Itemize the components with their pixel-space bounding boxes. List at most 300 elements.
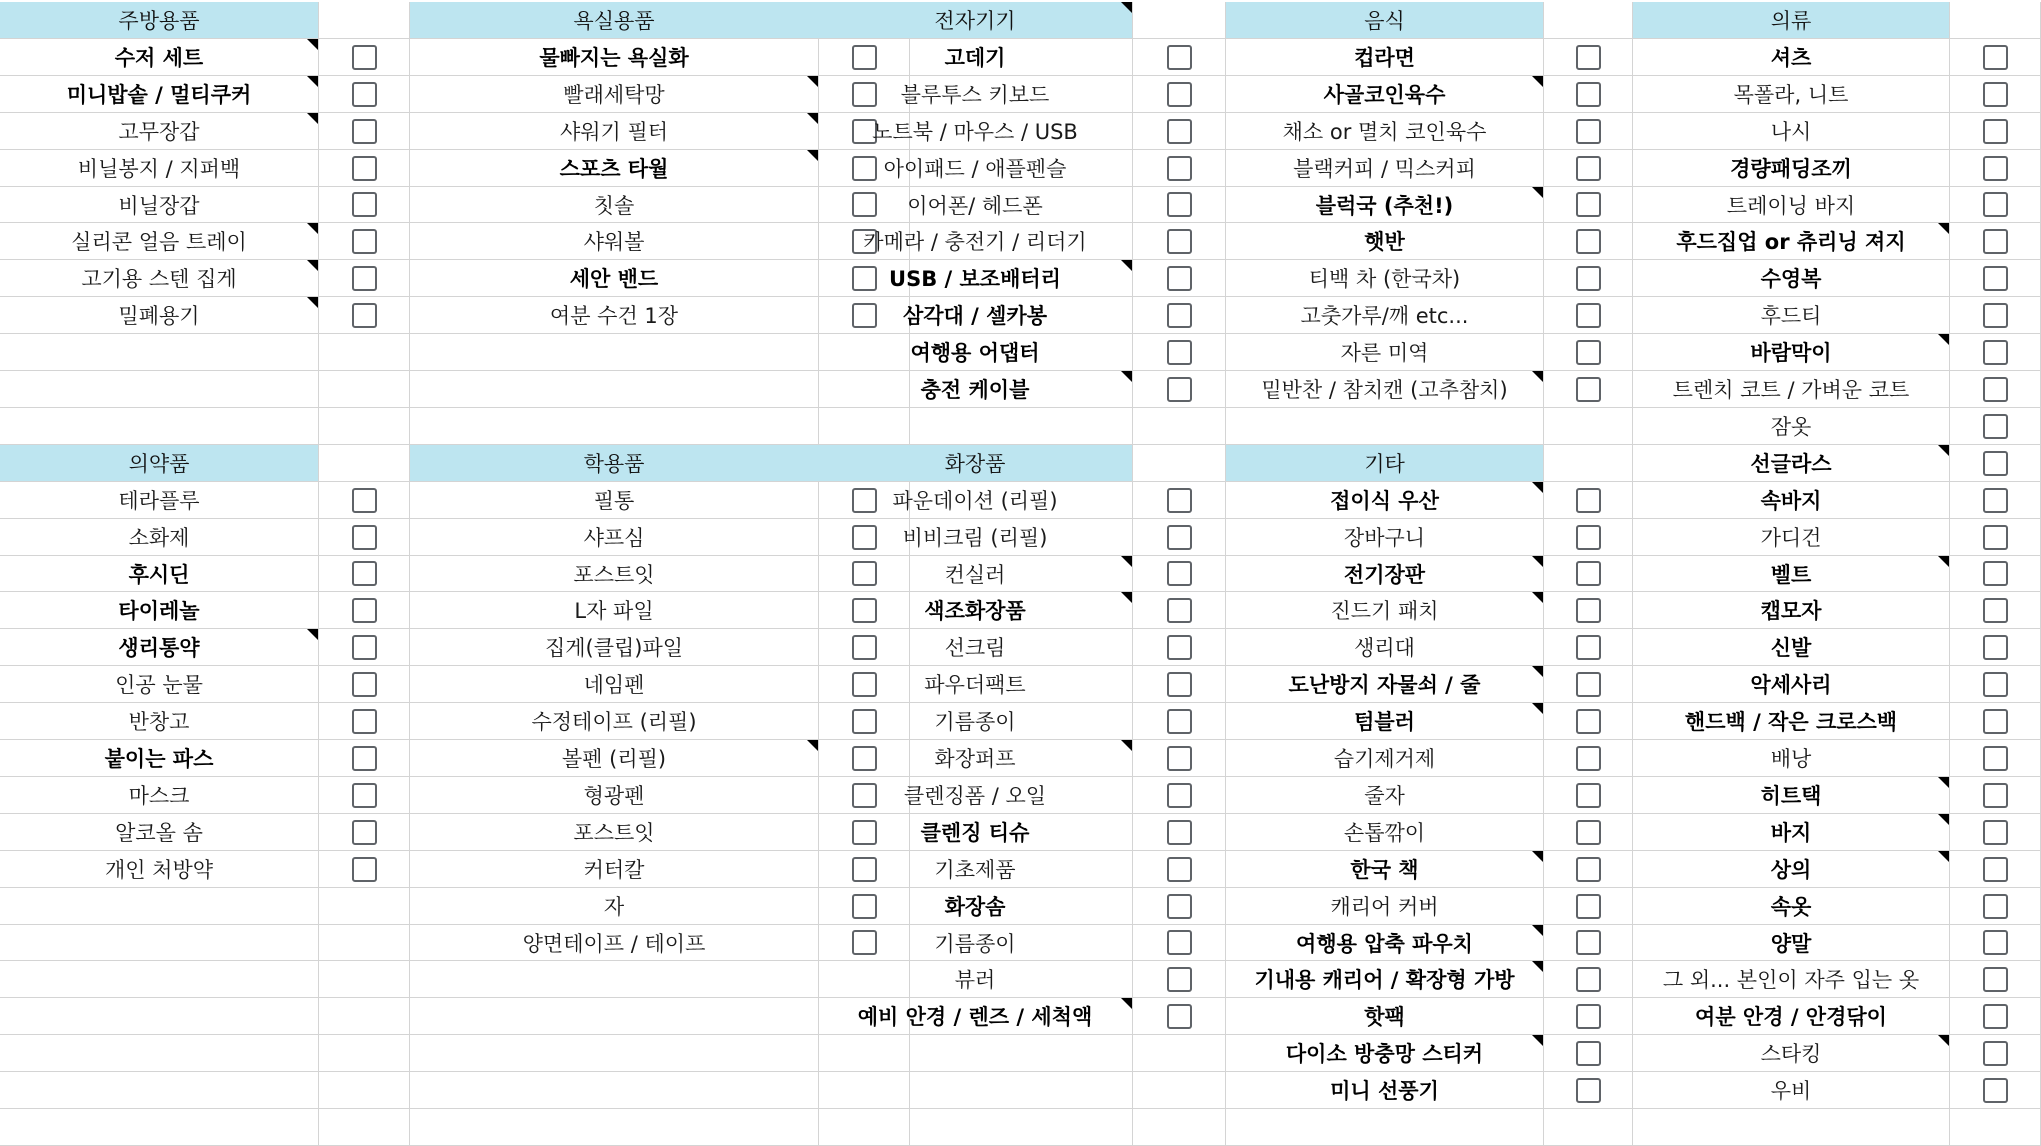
item-cell[interactable] — [1633, 703, 1950, 740]
item-cell[interactable] — [410, 297, 819, 334]
checkbox-cell[interactable] — [1950, 556, 2041, 592]
checkbox-cell[interactable] — [319, 260, 410, 297]
checkbox-cell[interactable] — [1544, 223, 1633, 260]
checkbox-cell[interactable] — [319, 187, 410, 223]
item-cell[interactable] — [0, 223, 319, 260]
empty-cell[interactable] — [818, 1109, 1133, 1146]
checkbox-cell[interactable] — [1544, 556, 1633, 592]
checkbox-cell[interactable] — [319, 150, 410, 187]
item-cell[interactable] — [818, 39, 1133, 76]
checkbox-cell[interactable] — [1133, 961, 1226, 998]
item-cell[interactable] — [818, 187, 1133, 223]
item-cell[interactable] — [1633, 482, 1950, 519]
checkbox-cell[interactable] — [1544, 961, 1633, 998]
checkbox[interactable] — [1167, 635, 1192, 660]
empty-cell[interactable] — [410, 961, 819, 998]
checkbox-cell[interactable] — [1950, 113, 2041, 150]
item-cell[interactable] — [1226, 629, 1544, 666]
empty-cell[interactable] — [410, 1072, 819, 1109]
checkbox[interactable] — [1576, 746, 1601, 771]
checkbox[interactable] — [1983, 229, 2008, 254]
empty-cell[interactable] — [0, 408, 319, 445]
item-cell[interactable] — [410, 777, 819, 814]
checkbox-cell[interactable] — [1950, 666, 2041, 703]
checkbox-cell[interactable] — [1133, 703, 1226, 740]
checkbox[interactable] — [1576, 156, 1601, 181]
checkbox[interactable] — [352, 192, 377, 217]
checkbox-cell[interactable] — [1544, 851, 1633, 888]
item-cell[interactable] — [818, 371, 1133, 408]
checkbox-cell[interactable] — [1133, 150, 1226, 187]
item-cell[interactable] — [1633, 1072, 1950, 1109]
checkbox[interactable] — [1983, 894, 2008, 919]
item-cell[interactable] — [1633, 260, 1950, 297]
item-cell[interactable] — [818, 961, 1133, 998]
item-cell[interactable] — [410, 666, 819, 703]
checkbox[interactable] — [352, 229, 377, 254]
checkbox[interactable] — [1167, 930, 1192, 955]
item-cell[interactable] — [818, 482, 1133, 519]
item-cell[interactable] — [818, 740, 1133, 777]
checkbox[interactable] — [1983, 525, 2008, 550]
item-cell[interactable] — [410, 260, 819, 297]
item-cell[interactable] — [1226, 334, 1544, 371]
empty-cell[interactable] — [319, 334, 410, 371]
item-cell[interactable] — [818, 925, 1133, 961]
checkbox-cell[interactable] — [1544, 1035, 1633, 1072]
checkbox[interactable] — [1167, 672, 1192, 697]
checkbox[interactable] — [1576, 266, 1601, 291]
checkbox-cell[interactable] — [1133, 925, 1226, 961]
checkbox-cell[interactable] — [1133, 297, 1226, 334]
item-cell[interactable] — [1226, 223, 1544, 260]
checkbox[interactable] — [1983, 414, 2008, 439]
item-cell[interactable] — [818, 998, 1133, 1035]
empty-cell[interactable] — [1633, 1109, 1950, 1146]
empty-cell[interactable] — [1544, 1109, 1633, 1146]
checkbox-cell[interactable] — [1544, 371, 1633, 408]
item-cell[interactable] — [1226, 851, 1544, 888]
checkbox-cell[interactable] — [1133, 592, 1226, 629]
item-cell[interactable] — [410, 888, 819, 925]
checkbox-cell[interactable] — [1950, 888, 2041, 925]
checkbox-cell[interactable] — [319, 777, 410, 814]
checkbox-cell[interactable] — [1544, 76, 1633, 113]
item-cell[interactable] — [410, 851, 819, 888]
item-cell[interactable] — [1633, 223, 1950, 260]
item-cell[interactable] — [0, 851, 319, 888]
checkbox[interactable] — [352, 266, 377, 291]
checkbox[interactable] — [1167, 82, 1192, 107]
checkbox[interactable] — [1983, 156, 2008, 181]
checkbox-cell[interactable] — [1950, 629, 2041, 666]
item-cell[interactable] — [1226, 703, 1544, 740]
empty-cell[interactable] — [0, 1072, 319, 1109]
empty-cell[interactable] — [818, 1035, 1133, 1072]
checkbox[interactable] — [1983, 709, 2008, 734]
empty-cell[interactable] — [319, 961, 410, 998]
checkbox[interactable] — [1576, 192, 1601, 217]
item-cell[interactable] — [410, 187, 819, 223]
checkbox[interactable] — [1983, 820, 2008, 845]
checkbox[interactable] — [1167, 746, 1192, 771]
item-cell[interactable] — [1226, 998, 1544, 1035]
empty-cell[interactable] — [0, 334, 319, 371]
item-cell[interactable] — [818, 297, 1133, 334]
empty-cell[interactable] — [410, 334, 819, 371]
checkbox[interactable] — [1983, 598, 2008, 623]
checkbox[interactable] — [1576, 82, 1601, 107]
item-cell[interactable] — [410, 519, 819, 556]
checkbox[interactable] — [1983, 451, 2008, 476]
checkbox-cell[interactable] — [1133, 851, 1226, 888]
checkbox-cell[interactable] — [1950, 1072, 2041, 1109]
item-cell[interactable] — [1633, 334, 1950, 371]
checkbox[interactable] — [1576, 894, 1601, 919]
empty-cell[interactable] — [410, 1109, 819, 1146]
checkbox-cell[interactable] — [1950, 482, 2041, 519]
item-cell[interactable] — [0, 777, 319, 814]
item-cell[interactable] — [1633, 556, 1950, 592]
checkbox[interactable] — [1576, 377, 1601, 402]
checkbox-cell[interactable] — [1133, 371, 1226, 408]
item-cell[interactable] — [0, 629, 319, 666]
item-cell[interactable] — [410, 76, 819, 113]
item-cell[interactable] — [1633, 150, 1950, 187]
checkbox[interactable] — [1167, 377, 1192, 402]
checkbox-cell[interactable] — [1544, 740, 1633, 777]
checkbox-cell[interactable] — [1544, 482, 1633, 519]
checkbox-cell[interactable] — [1950, 260, 2041, 297]
checkbox[interactable] — [1167, 561, 1192, 586]
checkbox[interactable] — [1983, 635, 2008, 660]
item-cell[interactable] — [0, 666, 319, 703]
checkbox-cell[interactable] — [1133, 39, 1226, 76]
item-cell[interactable] — [1633, 1035, 1950, 1072]
checkbox-cell[interactable] — [1544, 777, 1633, 814]
empty-cell[interactable] — [818, 408, 1133, 445]
item-cell[interactable] — [1226, 814, 1544, 851]
checkbox-cell[interactable] — [1544, 334, 1633, 371]
checkbox[interactable] — [1983, 1004, 2008, 1029]
checkbox-cell[interactable] — [1133, 777, 1226, 814]
empty-cell[interactable] — [1226, 1109, 1544, 1146]
checkbox[interactable] — [1576, 1041, 1601, 1066]
checkbox-cell[interactable] — [1950, 740, 2041, 777]
checkbox-cell[interactable] — [1950, 925, 2041, 961]
checkbox[interactable] — [1576, 303, 1601, 328]
checkbox-cell[interactable] — [1544, 703, 1633, 740]
checkbox-cell[interactable] — [1133, 519, 1226, 556]
checkbox[interactable] — [1576, 119, 1601, 144]
checkbox-cell[interactable] — [1133, 187, 1226, 223]
empty-cell[interactable] — [0, 925, 319, 961]
item-cell[interactable] — [1633, 297, 1950, 334]
item-cell[interactable] — [1633, 39, 1950, 76]
empty-cell[interactable] — [1226, 408, 1544, 445]
checkbox[interactable] — [352, 525, 377, 550]
checkbox[interactable] — [1576, 930, 1601, 955]
checkbox-cell[interactable] — [319, 76, 410, 113]
checkbox-cell[interactable] — [1950, 961, 2041, 998]
item-cell[interactable] — [0, 260, 319, 297]
checkbox[interactable] — [1983, 930, 2008, 955]
item-cell[interactable] — [1633, 187, 1950, 223]
checkbox[interactable] — [352, 746, 377, 771]
checkbox-cell[interactable] — [1133, 888, 1226, 925]
checkbox-cell[interactable] — [1544, 187, 1633, 223]
checkbox[interactable] — [1167, 894, 1192, 919]
checkbox[interactable] — [1167, 709, 1192, 734]
item-cell[interactable] — [1633, 998, 1950, 1035]
empty-cell[interactable] — [0, 998, 319, 1035]
checkbox[interactable] — [1983, 561, 2008, 586]
checkbox-cell[interactable] — [319, 556, 410, 592]
empty-cell[interactable] — [319, 888, 410, 925]
checkbox-cell[interactable] — [1950, 150, 2041, 187]
checkbox[interactable] — [352, 561, 377, 586]
checkbox-cell[interactable] — [319, 666, 410, 703]
item-cell[interactable] — [1226, 260, 1544, 297]
checkbox-cell[interactable] — [1133, 740, 1226, 777]
empty-cell[interactable] — [0, 1109, 319, 1146]
checkbox[interactable] — [1167, 1004, 1192, 1029]
empty-cell[interactable] — [1133, 1109, 1226, 1146]
checkbox-cell[interactable] — [1133, 223, 1226, 260]
checkbox[interactable] — [1576, 561, 1601, 586]
checkbox[interactable] — [1983, 967, 2008, 992]
item-cell[interactable] — [1226, 297, 1544, 334]
item-cell[interactable] — [0, 519, 319, 556]
item-cell[interactable] — [0, 482, 319, 519]
item-cell[interactable] — [0, 150, 319, 187]
checkbox[interactable] — [1167, 783, 1192, 808]
item-cell[interactable] — [1633, 408, 1950, 445]
checkbox-cell[interactable] — [1950, 814, 2041, 851]
item-cell[interactable] — [1633, 888, 1950, 925]
checkbox[interactable] — [1576, 1004, 1601, 1029]
item-cell[interactable] — [0, 740, 319, 777]
item-cell[interactable] — [0, 556, 319, 592]
checkbox[interactable] — [1983, 377, 2008, 402]
item-cell[interactable] — [1633, 445, 1950, 482]
item-cell[interactable] — [818, 334, 1133, 371]
checkbox-cell[interactable] — [319, 851, 410, 888]
checkbox[interactable] — [352, 598, 377, 623]
item-cell[interactable] — [1633, 666, 1950, 703]
item-cell[interactable] — [1226, 1072, 1544, 1109]
item-cell[interactable] — [818, 851, 1133, 888]
checkbox-cell[interactable] — [1544, 297, 1633, 334]
item-cell[interactable] — [818, 666, 1133, 703]
empty-cell[interactable] — [319, 371, 410, 408]
checkbox-cell[interactable] — [1950, 703, 2041, 740]
checkbox[interactable] — [1983, 488, 2008, 513]
empty-cell[interactable] — [0, 371, 319, 408]
checkbox[interactable] — [1167, 156, 1192, 181]
checkbox[interactable] — [1167, 192, 1192, 217]
empty-cell[interactable] — [1133, 1072, 1226, 1109]
item-cell[interactable] — [410, 556, 819, 592]
empty-cell[interactable] — [410, 1035, 819, 1072]
checkbox-cell[interactable] — [1544, 519, 1633, 556]
empty-cell[interactable] — [818, 1072, 1133, 1109]
checkbox[interactable] — [1167, 857, 1192, 882]
checkbox[interactable] — [1576, 820, 1601, 845]
checkbox[interactable] — [352, 635, 377, 660]
checkbox[interactable] — [1983, 340, 2008, 365]
checkbox[interactable] — [1167, 488, 1192, 513]
checkbox[interactable] — [1576, 672, 1601, 697]
checkbox-cell[interactable] — [1950, 408, 2041, 445]
item-cell[interactable] — [1633, 777, 1950, 814]
checkbox-cell[interactable] — [1950, 39, 2041, 76]
checkbox-cell[interactable] — [319, 223, 410, 260]
item-cell[interactable] — [1633, 814, 1950, 851]
checkbox[interactable] — [352, 82, 377, 107]
item-cell[interactable] — [1633, 851, 1950, 888]
item-cell[interactable] — [410, 482, 819, 519]
checkbox-cell[interactable] — [1133, 556, 1226, 592]
item-cell[interactable] — [1226, 740, 1544, 777]
checkbox[interactable] — [352, 820, 377, 845]
checkbox[interactable] — [1167, 525, 1192, 550]
checkbox-cell[interactable] — [1133, 629, 1226, 666]
item-cell[interactable] — [410, 740, 819, 777]
checkbox[interactable] — [1167, 266, 1192, 291]
checkbox-cell[interactable] — [1544, 260, 1633, 297]
item-cell[interactable] — [1633, 371, 1950, 408]
item-cell[interactable] — [1633, 519, 1950, 556]
checkbox-cell[interactable] — [1950, 998, 2041, 1035]
checkbox-cell[interactable] — [319, 703, 410, 740]
checkbox-cell[interactable] — [319, 39, 410, 76]
checkbox[interactable] — [352, 857, 377, 882]
checkbox-cell[interactable] — [1950, 76, 2041, 113]
item-cell[interactable] — [1633, 113, 1950, 150]
item-cell[interactable] — [1633, 629, 1950, 666]
checkbox-cell[interactable] — [1950, 1035, 2041, 1072]
checkbox[interactable] — [1167, 967, 1192, 992]
checkbox-cell[interactable] — [319, 814, 410, 851]
item-cell[interactable] — [818, 519, 1133, 556]
checkbox-cell[interactable] — [319, 592, 410, 629]
empty-cell[interactable] — [1544, 408, 1633, 445]
checkbox-cell[interactable] — [1950, 777, 2041, 814]
item-cell[interactable] — [818, 592, 1133, 629]
item-cell[interactable] — [818, 629, 1133, 666]
checkbox[interactable] — [1576, 1078, 1601, 1103]
checkbox-cell[interactable] — [319, 297, 410, 334]
checkbox-cell[interactable] — [1544, 150, 1633, 187]
checkbox[interactable] — [352, 156, 377, 181]
checkbox[interactable] — [1167, 229, 1192, 254]
checkbox[interactable] — [1983, 266, 2008, 291]
checkbox[interactable] — [352, 672, 377, 697]
empty-cell[interactable] — [319, 1109, 410, 1146]
checkbox[interactable] — [1167, 119, 1192, 144]
checkbox[interactable] — [352, 45, 377, 70]
checkbox[interactable] — [1167, 340, 1192, 365]
checkbox[interactable] — [1983, 746, 2008, 771]
item-cell[interactable] — [1226, 592, 1544, 629]
checkbox-cell[interactable] — [1133, 260, 1226, 297]
item-cell[interactable] — [410, 592, 819, 629]
checkbox-cell[interactable] — [1544, 113, 1633, 150]
checkbox[interactable] — [1983, 45, 2008, 70]
checkbox-cell[interactable] — [1544, 814, 1633, 851]
item-cell[interactable] — [818, 223, 1133, 260]
item-cell[interactable] — [818, 150, 1133, 187]
checkbox-cell[interactable] — [1950, 297, 2041, 334]
item-cell[interactable] — [1226, 39, 1544, 76]
checkbox-cell[interactable] — [1950, 1109, 2041, 1146]
item-cell[interactable] — [1226, 556, 1544, 592]
item-cell[interactable] — [410, 150, 819, 187]
empty-cell[interactable] — [319, 1035, 410, 1072]
item-cell[interactable] — [1226, 666, 1544, 703]
item-cell[interactable] — [818, 703, 1133, 740]
item-cell[interactable] — [0, 76, 319, 113]
checkbox-cell[interactable] — [1133, 814, 1226, 851]
empty-cell[interactable] — [0, 961, 319, 998]
checkbox-cell[interactable] — [1950, 334, 2041, 371]
checkbox-cell[interactable] — [319, 113, 410, 150]
checkbox[interactable] — [1576, 340, 1601, 365]
checkbox[interactable] — [1576, 229, 1601, 254]
checkbox-cell[interactable] — [1544, 925, 1633, 961]
checkbox[interactable] — [1167, 820, 1192, 845]
item-cell[interactable] — [1226, 1035, 1544, 1072]
checkbox[interactable] — [1576, 857, 1601, 882]
checkbox[interactable] — [1983, 1078, 2008, 1103]
item-cell[interactable] — [1226, 76, 1544, 113]
checkbox[interactable] — [1983, 857, 2008, 882]
empty-cell[interactable] — [410, 371, 819, 408]
empty-cell[interactable] — [0, 888, 319, 925]
item-cell[interactable] — [1633, 592, 1950, 629]
checkbox[interactable] — [1576, 45, 1601, 70]
checkbox[interactable] — [1983, 1041, 2008, 1066]
item-cell[interactable] — [0, 703, 319, 740]
item-cell[interactable] — [1226, 150, 1544, 187]
checkbox-cell[interactable] — [1950, 519, 2041, 556]
checkbox-cell[interactable] — [1950, 187, 2041, 223]
checkbox-cell[interactable] — [1133, 482, 1226, 519]
item-cell[interactable] — [1226, 777, 1544, 814]
checkbox-cell[interactable] — [1544, 888, 1633, 925]
item-cell[interactable] — [410, 39, 819, 76]
checkbox[interactable] — [1983, 783, 2008, 808]
item-cell[interactable] — [410, 113, 819, 150]
checkbox[interactable] — [352, 119, 377, 144]
empty-cell[interactable] — [410, 408, 819, 445]
item-cell[interactable] — [818, 260, 1133, 297]
checkbox[interactable] — [352, 488, 377, 513]
checkbox-cell[interactable] — [1133, 334, 1226, 371]
checkbox-cell[interactable] — [1950, 851, 2041, 888]
item-cell[interactable] — [818, 76, 1133, 113]
checkbox-cell[interactable] — [319, 740, 410, 777]
item-cell[interactable] — [1633, 925, 1950, 961]
checkbox[interactable] — [1167, 303, 1192, 328]
item-cell[interactable] — [1226, 961, 1544, 998]
checkbox[interactable] — [1576, 488, 1601, 513]
checkbox[interactable] — [1576, 598, 1601, 623]
checkbox[interactable] — [1983, 303, 2008, 328]
checkbox-cell[interactable] — [1544, 629, 1633, 666]
empty-cell[interactable] — [319, 925, 410, 961]
